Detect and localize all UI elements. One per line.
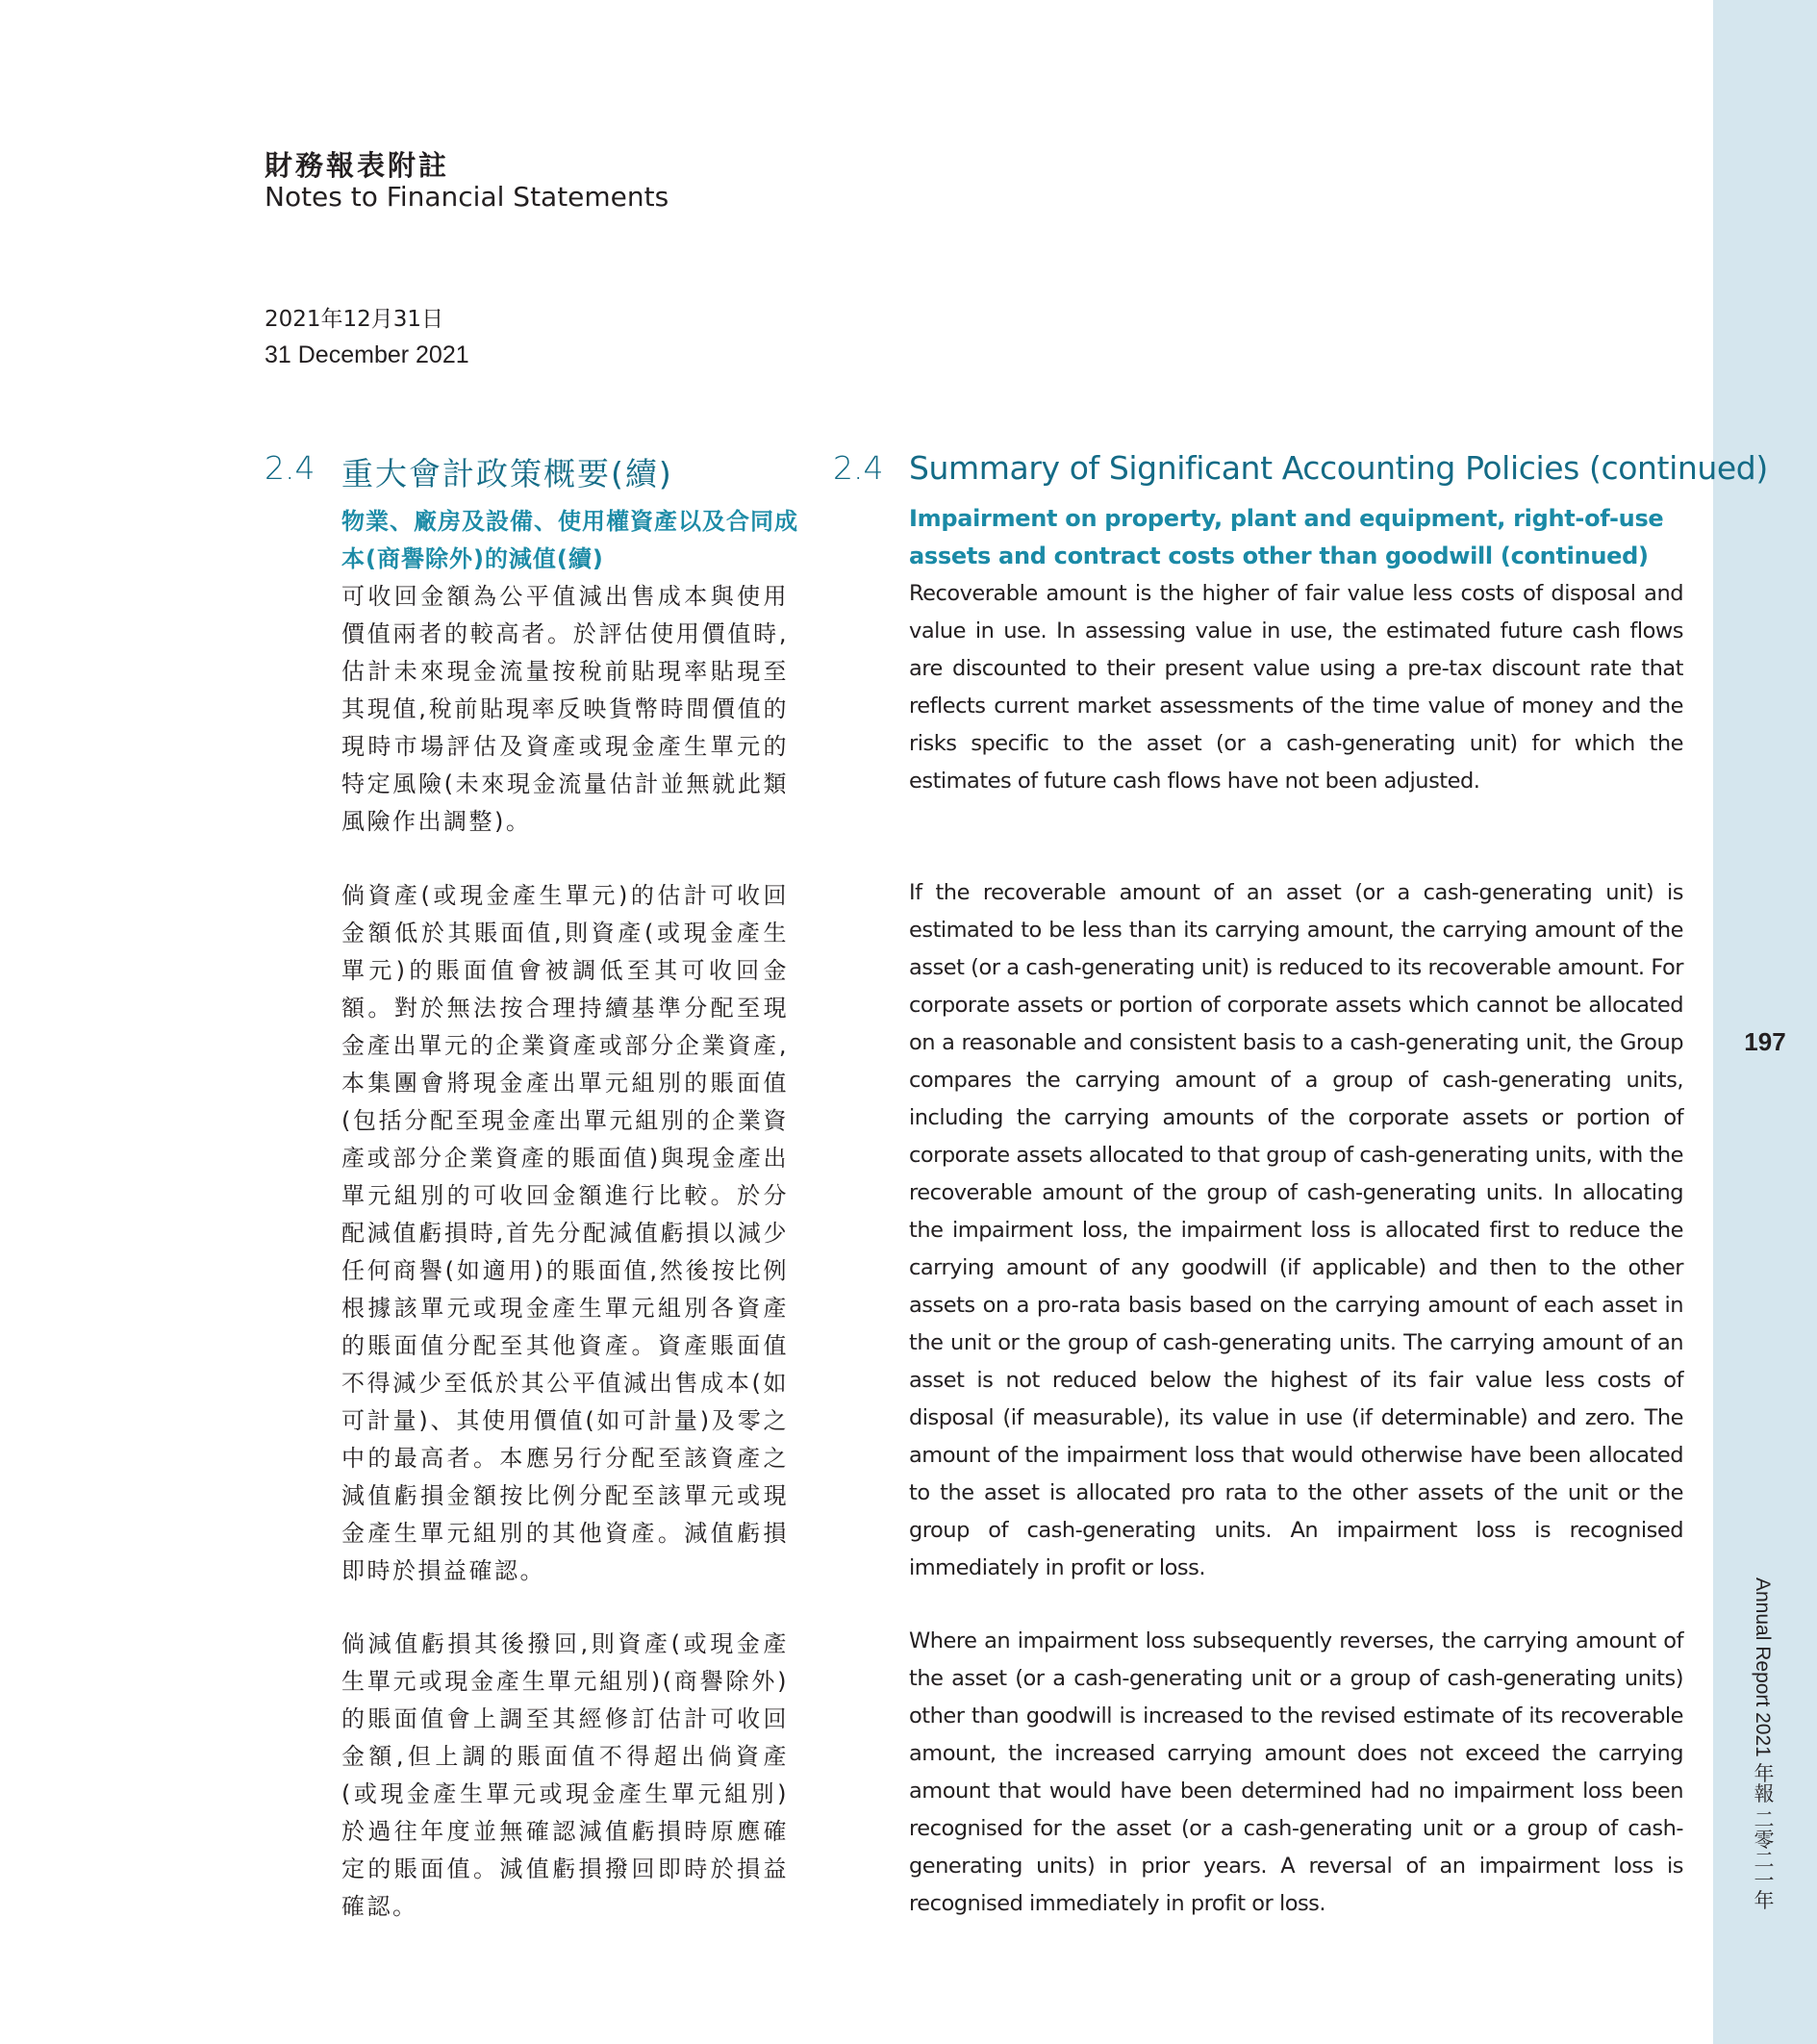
paragraph-zh-1: 可收回金額為公平值減出售成本與使用價值兩者的較高者。於評估使用價值時,估計未來現金流量按稅前貼現率貼現至其現值,稅前貼現率反映貨幣時間價值的現時市場評估及資產或現金產生單元的特定風險(未來現金流量估計並無就此類風險作出調整)。 [341, 583, 789, 835]
page-number: 197 [1744, 1027, 1786, 1056]
section-title-zh: 重大會計政策概要(續) [341, 455, 673, 492]
date-en: 31 December 2021 [265, 341, 469, 368]
date-zh: 2021年12月31日 [265, 307, 444, 332]
header-title-zh: 財務報表附註 [265, 149, 450, 182]
section-title-en: Summary of Significant Accounting Policies (continued) [909, 449, 1768, 487]
header-title-en: Notes to Financial Statements [265, 181, 669, 213]
subheading-en: Impairment on property, plant and equipment, right-of-use assets and contract costs other than goodwill (continued) [909, 505, 1664, 569]
paragraph-en-3: Where an impairment loss subsequently reverses, the carrying amount of the asset (or a cash-generating unit or a group of cash-generating units) other than goodwill is increased to the revised estimate of its recoverable amount, the increased carrying amount does not exceed the carrying amount that would have been determined had no impairment loss been recognised for the asset (or a cash-generating unit or a group of cash-generating units) in prior years. A reversal of an impairment loss is recognised immediately in profit or loss. [909, 1628, 1683, 1916]
subheading-zh: 物業、廠房及設備、使用權資產以及合同成本(商譽除外)的減值(續) [341, 508, 798, 572]
paragraph-zh-2: 倘資產(或現金產生單元)的估計可收回金額低於其賬面值,則資產(或現金產生單元)的賬面值會被調低至其可收回金額。對於無法按合理持續基準分配至現金產出單元的企業資產或部分企業資產,本集團會將現金產出單元組別的賬面值(包括分配至現金產出單元組別的企業資產或部分企業資產的賬面值)與現金產出單元組別的可收回金額進行比較。於分配減值虧損時,首先分配減值虧損以減少任何商譽(如適用)的賬面值,然後按比例根據該單元或現金產生單元組別各資產的賬面值分配至其他資產。資產賬面值不得減少至低於其公平值減出售成本(如可計量)、其使用價值(如可計量)及零之中的最高者。本應另行分配至該資產之減值虧損金額按比例分配至該單元或現金產生單元組別的其他資產。減值虧損即時於損益確認。 [341, 882, 789, 1584]
paragraph-en-1: Recoverable amount is the higher of fair value less costs of disposal and value in use. In assessing value in use, the estimated future cash flows are discounted to their present value using a pre-tax discount rate that reflects current market assessments of the time value of money and the risks specific to the asset (or a cash-generating unit) for which the estimates of future cash flows have not been adjusted. [909, 581, 1683, 794]
paragraph-zh-3: 倘減值虧損其後撥回,則資產(或現金產生單元或現金產生單元組別)(商譽除外)的賬面值會上調至其經修訂估計可收回金額,但上調的賬面值不得超出倘資產(或現金產生單元或現金產生單元組別)於過往年度並無確認減值虧損時原應確定的賬面值。減值虧損撥回即時於損益確認。 [341, 1630, 789, 1920]
section-number-en: 2.4 [833, 449, 884, 487]
annual-report-label: Annual Report 2021 年報 二零二一年 [1752, 1577, 1774, 1910]
paragraph-en-2: If the recoverable amount of an asset (or a cash-generating unit) is estimated to be less than its carrying amount, the carrying amount of the asset (or a cash-generating unit) is reduced to its recoverable amount. For corporate assets or portion of corporate assets which cannot be allocated on a reasonable and consistent basis to a cash-generating unit, the Group compares the carrying amount of a group of cash-generating units, including the carrying amounts of the corporate assets or portion of corporate assets allocated to that group of cash-generating units, with the recoverable amount of the group of cash-generating units. In allocating the impairment loss, the impairment loss is allocated first to reduce the carrying amount of any goodwill (if applicable) and then to the other assets on a pro-rata basis based on the carrying amount of each asset in the unit or the group of cash-generating units. The carrying amount of an asset is not reduced below the highest of its fair value less costs of disposal (if measurable), its value in use (if determinable) and zero. The amount of the impairment loss that would otherwise have been allocated to the asset is allocated pro rata to the other assets of the unit or the group of cash-generating units. An impairment loss is recognised immediately in profit or loss. [909, 880, 1683, 1580]
section-number-zh: 2.4 [265, 449, 315, 487]
